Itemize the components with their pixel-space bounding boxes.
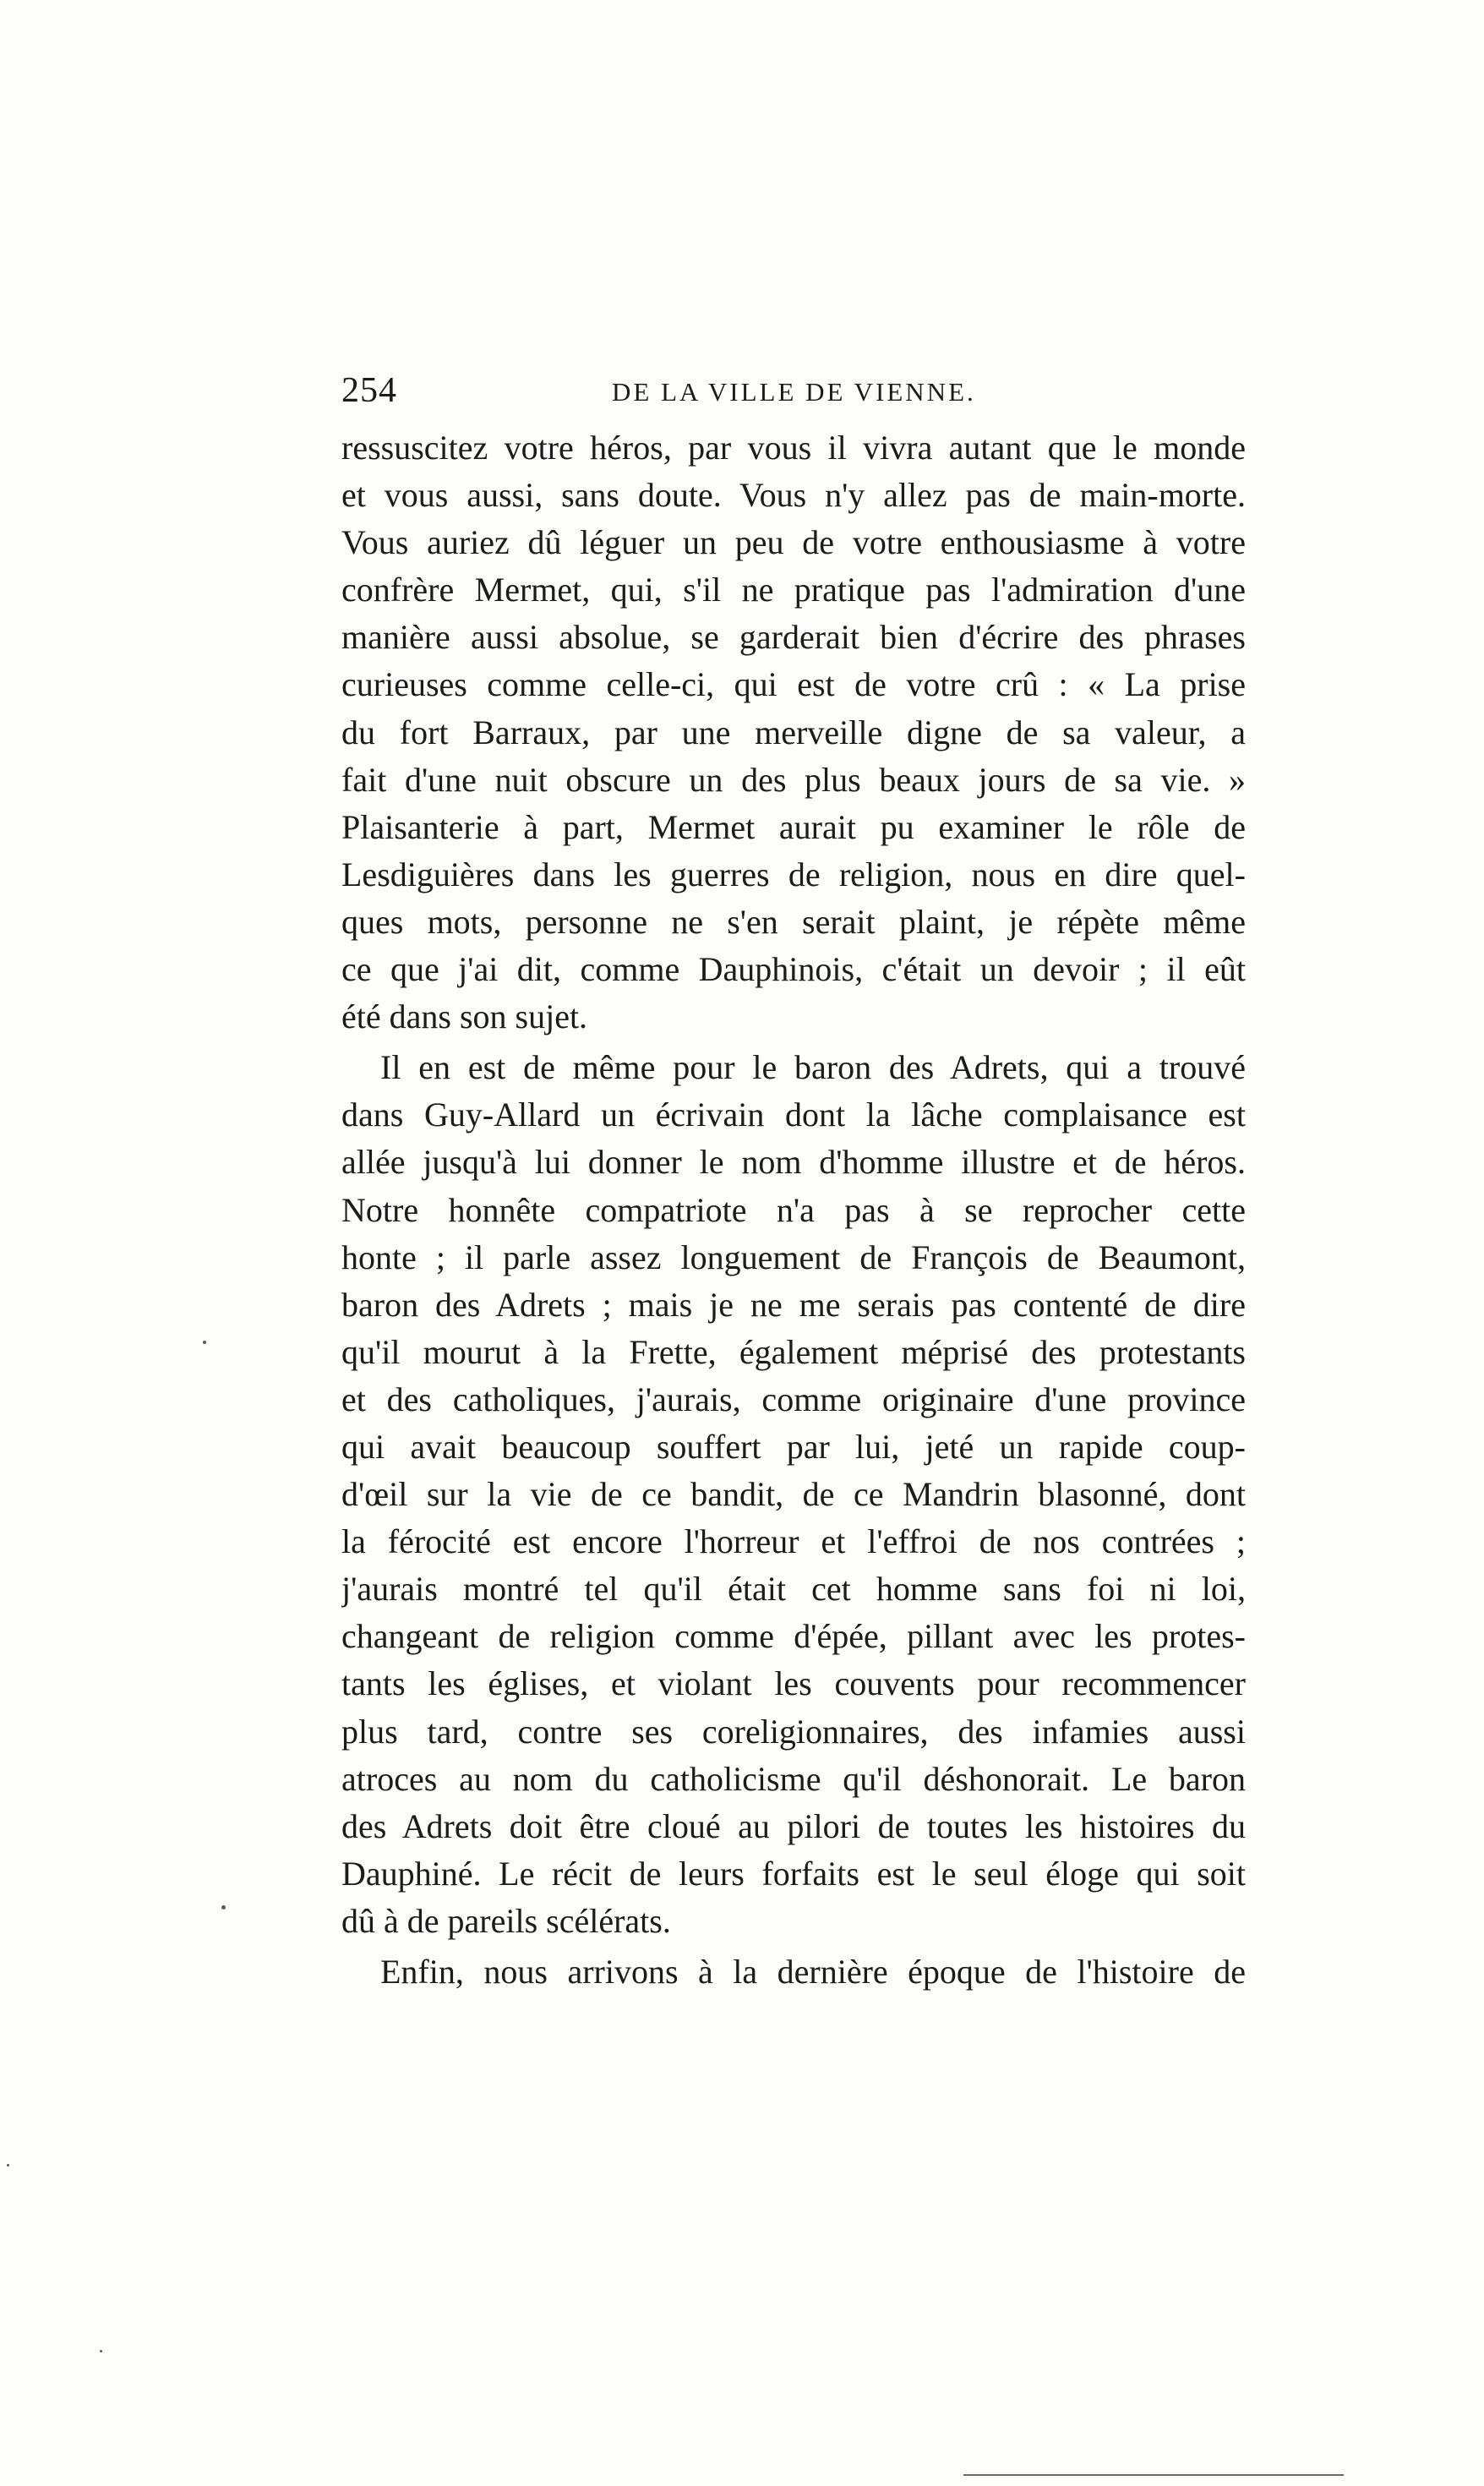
- text-line: Lesdiguières dans les guerres de religion, nous en dire quel-: [341, 855, 1246, 893]
- text-line: Dauphiné. Le récit de leurs forfaits est le seul éloge qui soit: [341, 1854, 1246, 1893]
- paragraph-3: [341, 1948, 1246, 1996]
- text-line: ques mots, personne ne s'en serait plaint, je répète même: [341, 902, 1246, 941]
- text-line: du fort Barraux, par une merveille digne de sa valeur, a: [341, 713, 1246, 751]
- text-line: ressuscitez votre héros, par vous il vivra autant que le monde: [341, 429, 1246, 467]
- text-line: des Adrets doit être cloué au pilori de toutes les histoires du: [341, 1806, 1246, 1845]
- text-line: baron des Adrets ; mais je ne me serais pas contenté de dire: [341, 1285, 1246, 1324]
- paragraph-2: [341, 1044, 1246, 1945]
- text-line: et des catholiques, j'aurais, comme originaire d'une province: [341, 1380, 1246, 1418]
- page-number: 254: [341, 371, 397, 410]
- text-line: confrère Mermet, qui, s'il ne pratique pas l'admiration d'une: [341, 571, 1246, 609]
- text-line: la férocité est encore l'horreur et l'effroi de nos contrées ;: [341, 1522, 1246, 1561]
- scan-speck: [100, 2350, 102, 2352]
- text-line: Il en est de même pour le baron des Adrets, qui a trouvé: [380, 1048, 1246, 1087]
- text-line: Enfin, nous arrivons à la dernière époque de l'histoire de: [380, 1953, 1246, 1991]
- text-line: honte ; il parle assez longuement de François de Beaumont,: [341, 1238, 1246, 1276]
- paragraph-1: [341, 424, 1246, 1041]
- text-line: tants les églises, et violant les couvents pour recommencer: [341, 1664, 1246, 1703]
- running-head: [341, 369, 1246, 413]
- text-line: manière aussi absolue, se garderait bien d'écrire des phrases: [341, 618, 1246, 657]
- text-line: j'aurais montré tel qu'il était cet homme sans foi ni loi,: [341, 1570, 1246, 1609]
- text-line: atroces au nom du catholicisme qu'il déshonorait. Le baron: [341, 1759, 1246, 1798]
- text-line: dû à de pareils scélérats.: [341, 1901, 671, 1940]
- bottom-rule: [963, 2474, 1344, 2476]
- text-line: et vous aussi, sans doute. Vous n'y allez pas de main-morte.: [341, 476, 1246, 515]
- text-line: dans Guy-Allard un écrivain dont la lâche complaisance est: [341, 1095, 1246, 1134]
- scan-speck: [221, 1905, 226, 1910]
- text-line: curieuses comme celle-ci, qui est de votre crû : « La prise: [341, 665, 1246, 704]
- scan-speck: [7, 2164, 9, 2166]
- text-line: allée jusqu'à lui donner le nom d'homme illustre et de héros.: [341, 1143, 1246, 1182]
- running-title: DE LA VILLE DE VIENNE.: [612, 377, 976, 407]
- text-line: plus tard, contre ses coreligionnaires, des infamies aussi: [341, 1712, 1246, 1751]
- text-line: qu'il mourut à la Frette, également méprisé des protestants: [341, 1332, 1246, 1371]
- text-line: Vous auriez dû léguer un peu de votre enthousiasme à votre: [341, 523, 1246, 562]
- text-line: Notre honnête compatriote n'a pas à se reprocher cette: [341, 1190, 1246, 1229]
- text-line: été dans son sujet.: [341, 997, 588, 1036]
- scan-speck: [203, 1341, 206, 1344]
- body-text: [341, 424, 1246, 1996]
- text-line: Plaisanterie à part, Mermet aurait pu examiner le rôle de: [341, 807, 1246, 846]
- text-line: qui avait beaucoup souffert par lui, jeté un rapide coup-: [341, 1427, 1246, 1466]
- text-line: d'œil sur la vie de ce bandit, de ce Mandrin blasonné, dont: [341, 1475, 1246, 1514]
- text-line: fait d'une nuit obscure un des plus beaux jours de sa vie. »: [341, 760, 1246, 799]
- text-line: changeant de religion comme d'épée, pillant avec les protes-: [341, 1617, 1246, 1656]
- text-line: ce que j'ai dit, comme Dauphinois, c'était un devoir ; il eût: [341, 950, 1246, 989]
